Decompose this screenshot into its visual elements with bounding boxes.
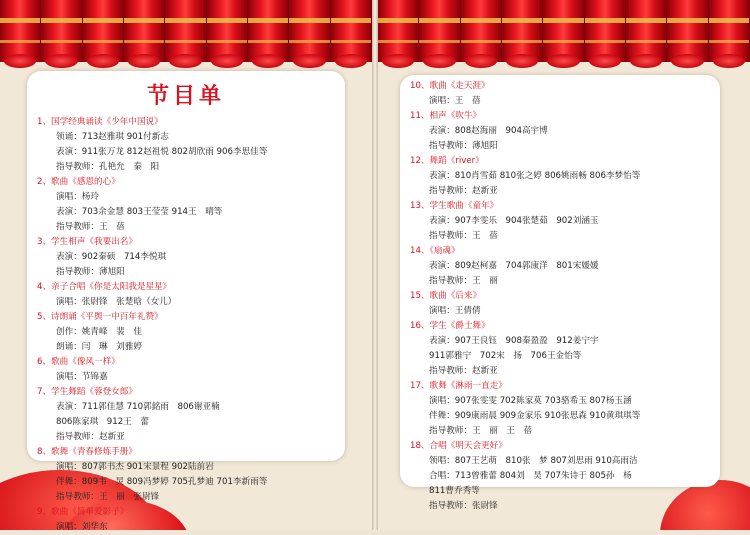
program-item-detail: 表演：902秦硕 714李悦琪 bbox=[56, 252, 167, 262]
program-item bbox=[37, 310, 267, 355]
program-item-detail: 表演：703余金慧 803王莹莹 914王 晴等 bbox=[56, 207, 223, 217]
program-list-left bbox=[37, 115, 267, 535]
program-item bbox=[410, 379, 640, 439]
top-decoration bbox=[378, 0, 750, 62]
program-item-detail: 指导教师：孔艳允 秦 阳 bbox=[56, 162, 160, 172]
program-item-detail: 演唱：王倩倩 bbox=[429, 306, 481, 316]
program-item-title: 18、合唱《明天会更好》 bbox=[410, 441, 507, 451]
program-item-detail: 指导教师：王 丽 王 蓓 bbox=[429, 426, 533, 436]
program-item-title: 8、歌舞《青春修炼手册》 bbox=[37, 447, 137, 457]
program-item-detail: 911郭雅宁 702宋 扬 706王金怡等 bbox=[429, 351, 582, 361]
program-item-detail: 表演：809赵柯嘉 704郭康洋 801宋媛媛 bbox=[429, 261, 599, 271]
program-item-detail: 806陈家琪 912王 蕾 bbox=[56, 417, 149, 427]
program-item-detail: 指导教师：王 蓓 bbox=[56, 222, 125, 232]
program-item-title: 13、学生歌曲《童年》 bbox=[410, 201, 499, 211]
program-item-title: 15、歌曲《后来》 bbox=[410, 291, 482, 301]
program-item-title: 5、诗朗诵《平舆一中百年礼赞》 bbox=[37, 312, 163, 322]
program-item-detail: 指导教师：赵新亚 bbox=[429, 186, 498, 196]
program-item-title: 12、舞蹈《river》 bbox=[410, 156, 484, 166]
program-item-detail: 表演：810肖雪茹 810张之婷 806姚雨畅 806李梦怡等 bbox=[429, 171, 641, 181]
program-item-detail: 合唱：713曾雅蕾 804刘 昊 707朱诗于 805孙 杨 bbox=[429, 471, 632, 481]
program-item-title: 1、国学经典诵读《少年中国说》 bbox=[37, 117, 163, 127]
program-card-left bbox=[27, 71, 345, 532]
program-item-title: 2、歌曲《感恩的心》 bbox=[37, 177, 120, 187]
program-item-detail: 演唱：张尉锋 张楚晗（女儿） bbox=[56, 297, 177, 307]
program-item bbox=[37, 445, 267, 505]
program-item-detail: 演唱：杨玲 bbox=[56, 192, 99, 202]
program-item-detail: 表演：808赵海丽 904高宇博 bbox=[429, 126, 548, 136]
program-item-title: 4、亲子合唱《你是太阳我是星星》 bbox=[37, 282, 172, 292]
page-title: 节目单 bbox=[146, 84, 225, 109]
program-item bbox=[37, 175, 267, 235]
program-card-right bbox=[400, 75, 720, 511]
program-item-detail: 演唱：王 蓓 bbox=[429, 96, 481, 106]
program-item-title: 9、歌曲《简单爱影子》 bbox=[37, 507, 129, 517]
program-item-detail: 指导教师：薄旭阳 bbox=[429, 141, 498, 151]
program-item bbox=[37, 115, 267, 175]
program-item-title: 16、学生《爵士舞》 bbox=[410, 321, 490, 331]
program-item-detail: 表演：911张万龙 812赵祖悦 802胡欣雨 906李思佳等 bbox=[56, 147, 268, 157]
program-item bbox=[37, 385, 267, 445]
program-item-detail: 表演：907王良钰 908秦盈盈 912姜宁宇 bbox=[429, 336, 599, 346]
program-item bbox=[37, 280, 267, 310]
program-item-detail: 演唱：节锦嘉 bbox=[56, 372, 108, 382]
program-item-detail: 指导教师：王 蓓 bbox=[429, 231, 498, 241]
program-item-detail: 领诵：713赵雅琪 901付新志 bbox=[56, 132, 169, 142]
program-item-detail: 811曹乔秀等 bbox=[429, 486, 480, 496]
program-item bbox=[410, 244, 640, 289]
program-item-detail: 指导教师：张尉锋 bbox=[429, 501, 498, 511]
program-item-title: 11、相声《吹牛》 bbox=[410, 111, 482, 121]
program-item-title: 14、《扇魂》 bbox=[410, 246, 460, 256]
program-item bbox=[410, 79, 640, 109]
program-item-detail: 创作：姚青峰 裴 佳 bbox=[56, 327, 142, 337]
program-list-right bbox=[410, 79, 640, 514]
program-item-title: 3、学生相声《我要出名》 bbox=[37, 237, 137, 247]
program-item-detail: 朗诵：闫 琳 刘雅婷 bbox=[56, 342, 142, 352]
program-item bbox=[410, 109, 640, 154]
program-item-detail: 演唱：807郭书杰 901宋景程 902陆前岩 bbox=[56, 462, 214, 472]
program-item bbox=[37, 235, 267, 280]
program-item-detail: 伴舞：809韦 炅 809冯梦婷 705孔梦迪 701李新雨等 bbox=[56, 477, 268, 487]
program-item-detail: 指导教师：王 丽 bbox=[429, 276, 498, 286]
program-item bbox=[410, 439, 640, 514]
program-item bbox=[37, 505, 267, 535]
program-item-detail: 指导教师：赵新亚 bbox=[56, 432, 125, 442]
program-item-detail: 领唱：807王艺萌 810张 梦 807刘思雨 910高雨洁 bbox=[429, 456, 638, 466]
program-item-detail: 指导教师：赵新亚 bbox=[429, 366, 498, 376]
program-item bbox=[410, 154, 640, 199]
bottom-decoration bbox=[660, 480, 750, 530]
program-item bbox=[410, 319, 640, 379]
program-item-title: 7、学生舞蹈《蓉登女郎》 bbox=[37, 387, 137, 397]
program-item bbox=[410, 289, 640, 319]
program-item-detail: 演唱：907张雯雯 702陈家莫 703骆希玉 807杨玉涵 bbox=[429, 396, 632, 406]
program-item-detail: 伴舞：909康雨晨 909金家乐 910张思森 910黄琪琪等 bbox=[429, 411, 641, 421]
program-item-title: 17、歌舞《淋雨一直走》 bbox=[410, 381, 507, 391]
program-item-detail: 表演：711郭佳慧 710郭銘雨 806谢亚楠 bbox=[56, 402, 220, 412]
program-item bbox=[37, 355, 267, 385]
program-item-detail: 指导教师：王 丽 张尉锋 bbox=[56, 492, 160, 502]
program-item bbox=[410, 199, 640, 244]
top-decoration bbox=[0, 0, 372, 62]
program-item-title: 10、歌曲《走天涯》 bbox=[410, 81, 490, 91]
program-item-title: 6、歌曲《像风一样》 bbox=[37, 357, 120, 367]
program-item-detail: 指导教师：薄旭阳 bbox=[56, 267, 125, 277]
program-item-detail: 演唱：刘华东 bbox=[56, 522, 108, 532]
program-item-detail: 表演：907李雯乐 904张楚茹 902刘涵玉 bbox=[429, 216, 599, 226]
